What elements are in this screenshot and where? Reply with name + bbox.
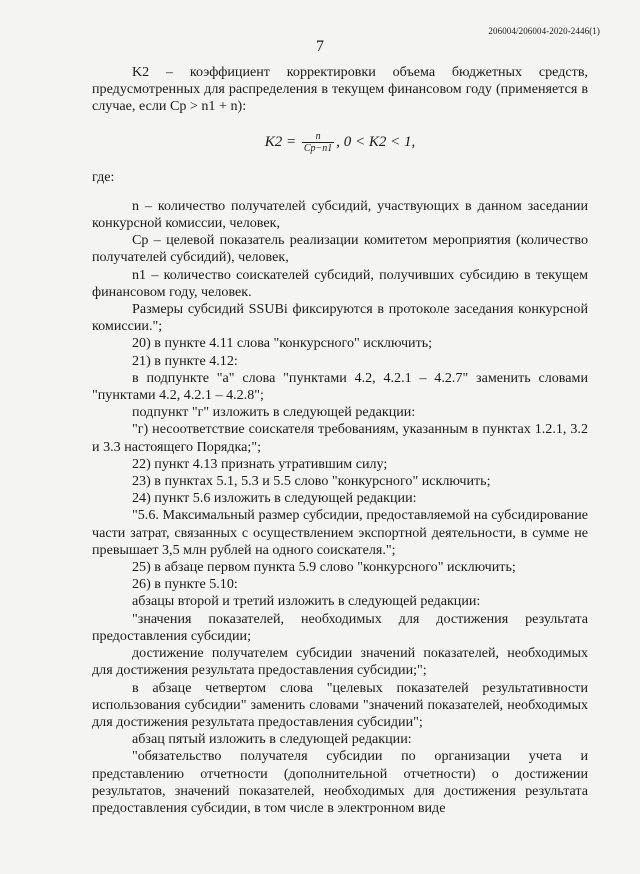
paragraph: 24) пункт 5.6 изложить в следующей редакции:	[132, 490, 417, 507]
paragraph: абзацы второй и третий изложить в следующей редакции:	[132, 593, 481, 610]
paragraph: абзац пятый изложить в следующей редакции:	[132, 731, 412, 748]
formula-condition: , 0 < K2 < 1,	[336, 133, 416, 150]
paragraph: достижение получателем субсидии значений показателей, необходимых для достижения результата предоставления субсидии;";	[92, 645, 588, 679]
paragraph: в абзаце четвертом слова "целевых показателей результативности использования субсидии" заменить словами "значений показателей, необходимых для достижения результата предоставления субсидии";	[92, 679, 588, 730]
paragraph: Размеры субсидий SSUBi фиксируются в протоколе заседания конкурсной комиссии.";	[92, 301, 588, 335]
paragraph: n1 – количество соискателей субсидий, получивших субсидию в текущем финансовом году, человек.	[92, 266, 588, 300]
paragraph: n – количество получателей субсидий, участвующих в данном заседании конкурсной комиссии, человек,	[92, 197, 588, 232]
paragraph: 21) в пункте 4.12:	[132, 352, 238, 369]
paragraph: 22) пункт 4.13 признать утратившим силу;	[132, 455, 388, 472]
document-body	[92, 64, 588, 817]
formula	[92, 127, 588, 157]
paragraph: Cp – целевой показатель реализации комитетом мероприятия (количество получателей субсидий), человек,	[92, 232, 588, 266]
paragraph: "г) несоответствие соискателя требованиям, указанным в пунктах 1.2.1, 3.2 и 3.3 настоящего Порядка;";	[92, 421, 588, 455]
formula-fraction	[302, 131, 334, 154]
paragraph: в подпункте "а" слова "пунктами 4.2, 4.2.1 – 4.2.7" заменить словами "пунктами 4.2, 4.2.1 – 4.2.8";	[92, 369, 588, 404]
paragraph: K2 – коэффициент корректировки объема бюджетных средств, предусмотренных для распределения в текущем финансовом году (применяется в случае, если Cp > n1 + n):	[92, 64, 588, 115]
paragraph: 23) в пунктах 5.1, 5.3 и 5.5 слово "конкурсного" исключить;	[132, 473, 491, 490]
paragraph: подпункт "г" изложить в следующей редакции:	[132, 404, 416, 421]
page-number: 7	[316, 38, 324, 55]
paragraph: "5.6. Максимальный размер субсидии, предоставляемой на субсидирование части затрат, связанных с осуществлением экспортной деятельности, в сумме не превышает 3,5 млн рублей на одного соискателя.";	[92, 507, 588, 558]
paragraph: "значения показателей, необходимых для достижения результата предоставления субсидии;	[92, 610, 588, 644]
paragraph: 25) в абзаце первом пункта 5.9 слово "конкурсного" исключить;	[132, 559, 516, 576]
paragraph: где:	[92, 168, 115, 185]
paragraph: "обязательство получателя субсидии по организации учета и представлению отчетности (дополнительной отчетности) о достижении результатов, значений показателей, необходимых для достижения результата предоставления субсидии, в том числе в электронном виде	[92, 748, 588, 816]
formula-numerator: n	[302, 131, 334, 143]
paragraph: 26) в пункте 5.10:	[132, 576, 238, 593]
formula-lhs: K2 =	[264, 133, 297, 150]
paragraph: 20) в пункте 4.11 слова "конкурсного" исключить;	[132, 335, 433, 352]
formula-denominator: Cp−n1	[303, 142, 333, 154]
document-id: 206004/206004-2020-2446(1)	[488, 26, 600, 36]
